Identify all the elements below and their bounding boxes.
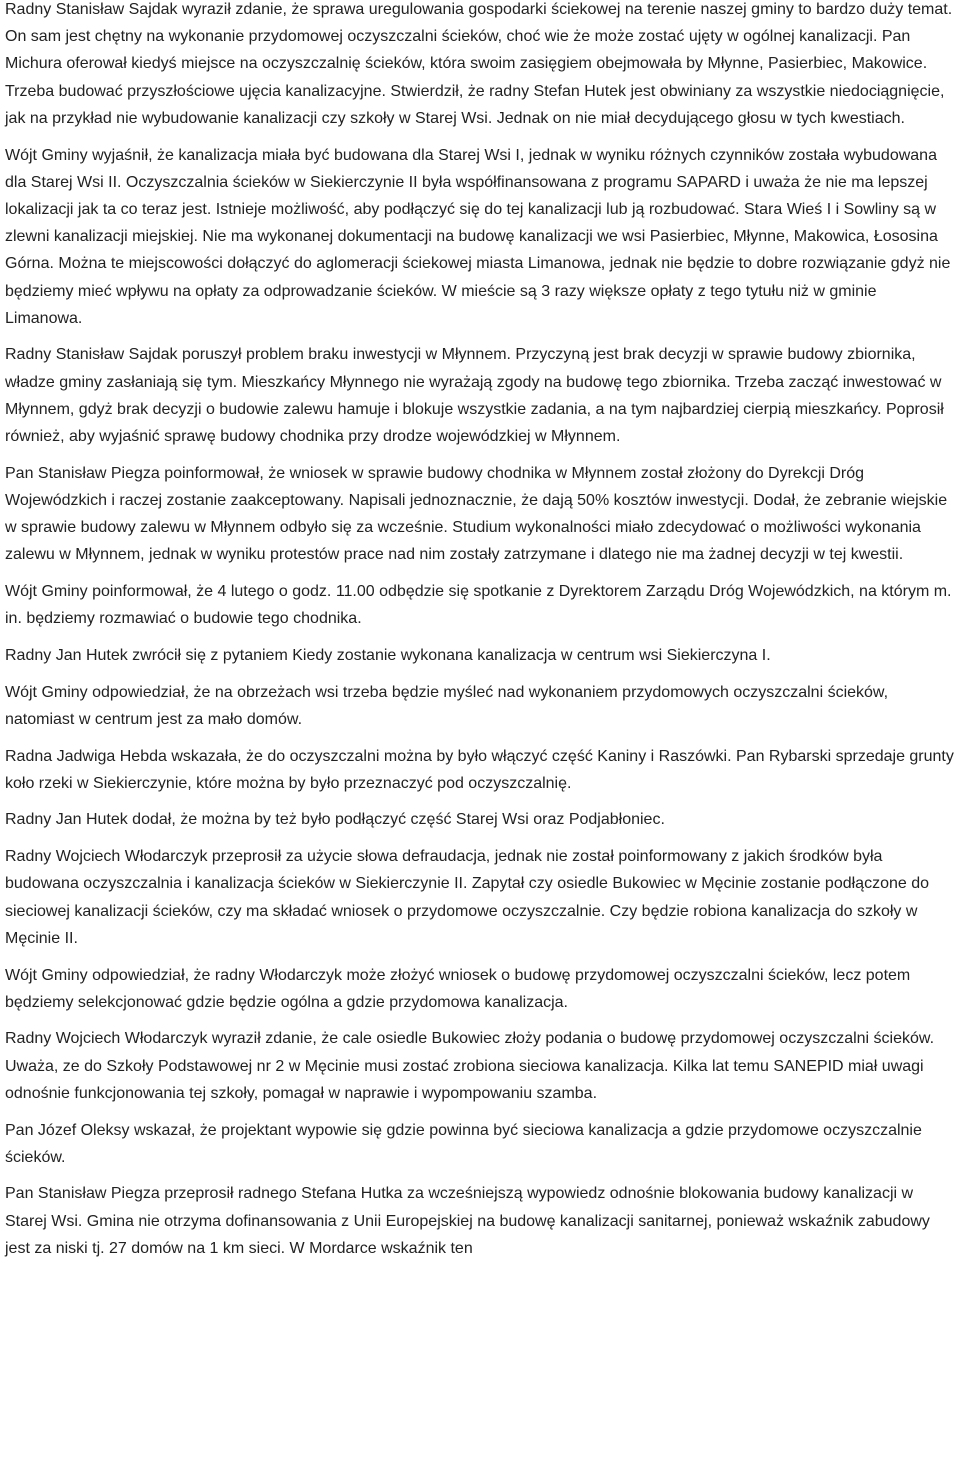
paragraph-hutek-addition: Radny Jan Hutek dodał, że można by też było podłączyć część Starej Wsi oraz Podjabłoniec. bbox=[5, 811, 665, 829]
paragraph-wojt-meeting: Wójt Gminy poinformował, że 4 lutego o godz. 11.00 odbędzie się spotkanie z Dyrektorem Zarządu Dróg Wojewódzkich, na którym m. in. będziemy rozmawiać o budowie tego chodnika. bbox=[5, 583, 952, 628]
paragraph-piegza-apology: Pan Stanisław Piegza przeprosił radnego Stefana Hutka za wcześniejszą wypowiedz odnośnie blokowania budowy kanalizacji w Starej Wsi. Gmina nie otrzyma dofinansowania z Unii Europejskiej na budowę kanalizacji sanitarnej, ponieważ wskaźnik zabudowy jest za niski tj. 27 domów na 1 km sieci. W Mordarce wskaźnik ten bbox=[5, 1185, 930, 1257]
paragraph-sajdak-sewage: Radny Stanisław Sajdak wyraził zdanie, że sprawa uregulowania gospodarki ściekowej na terenie naszej gminy to bardzo duży temat. On sam jest chętny na wykonanie przydomowej oczyszczalni ścieków, choć wie że może zostać ujęty w ogólnej kanalizacji. Pan Michura oferował kiedyś miejsce na oczyszczalnię ścieków, która swoim zasięgiem obejmowała by Młynne, Pasierbiec, Makowice. Trzeba budować przyszłościowe ujęcia kanalizacyjne. Stwierdził, że radny Stefan Hutek jest obwiniany za wszystkie niedociągnięcie, jak na przykład nie wybudowanie kanalizacji czy szkoły w Starej Wsi. Jednak on nie miał decydującego głosu w tych kwestiach. bbox=[5, 1, 953, 127]
paragraph-sajdak-mlynne: Radny Stanisław Sajdak poruszył problem braku inwestycji w Młynnem. Przyczyną jest brak decyzji w sprawie budowy zbiornika, władze gminy zasłaniają się tym. Mieszkańcy Młynnego nie wyrażają zgody na budowę tego zbiornika. Trzeba zacząć inwestować w Młynnem, gdyż brak decyzji o budowie zalewu hamuje i blokuje wszystkie zadania, a na tym najbardziej cierpią mieszkańcy. Poprosił również, aby wyjaśnić sprawę budowy chodnika przy drodze wojewódzkiej w Młynnem. bbox=[5, 346, 944, 446]
paragraph-wojt-answer-wlodarczyk: Wójt Gminy odpowiedział, że radny Włodarczyk może złożyć wniosek o budowę przydomowej oczyszczalni ścieków, lecz potem będziemy selekcjonować gdzie będzie ogólna a gdzie przydomowa kanalizacja. bbox=[5, 966, 911, 1011]
paragraph-wlodarczyk-bukowiec: Radny Wojciech Włodarczyk wyraził zdanie, że cale osiedle Bukowiec złoży podania o budowę przydomowej oczyszczalni ścieków. Uważa, ze do Szkoły Podstawowej nr 2 w Męcinie musi zostać zrobiona sieciowa kanalizacja. Kilka lat temu SANEPID miał uwagi odnośnie funkcjonowania tej szkoły, pomagał w naprawie i wypompowaniu szamba. bbox=[5, 1030, 935, 1102]
paragraph-piegza-sidewalk: Pan Stanisław Piegza poinformował, że wniosek w sprawie budowy chodnika w Młynnem został złożony do Dyrekcji Dróg Wojewódzkich i raczej zostanie zaakceptowany. Napisali jednoznacznie, że dają 50% kosztów inwestycji. Dodał, że zebranie wiejskie w sprawie budowy zalewu w Młynnem odbyło się za wcześnie. Studium wykonalności miało zdecydować o możliwości wykonania zalewu w Młynnem, jednak w wyniku protestów prace nad nim zostały zatrzymane i dlatego nie ma żadnej decyzji w tej kwestii. bbox=[5, 464, 948, 564]
paragraph-hutek-question: Radny Jan Hutek zwrócił się z pytaniem Kiedy zostanie wykonana kanalizacja w centrum wsi Siekierczyna I. bbox=[5, 646, 771, 664]
paragraph-wojt-answer-hutek: Wójt Gminy odpowiedział, że na obrzeżach wsi trzeba będzie myśleć nad wykonaniem przydomowych oczyszczalni ścieków, natomiast w centrum jest za mało domów. bbox=[5, 683, 889, 728]
paragraph-oleksy: Pan Józef Oleksy wskazał, że projektant wypowie się gdzie powinna być sieciowa kanalizacja a gdzie przydomowe oczyszczalnie ścieków. bbox=[5, 1121, 922, 1166]
paragraph-hebda: Radna Jadwiga Hebda wskazała, że do oczyszczalni można by było włączyć część Kaniny i Raszówki. Pan Rybarski sprzedaje grunty koło rzeki w Siekierczynie, które można by było przeznaczyć pod oczyszczalnię. bbox=[5, 747, 954, 792]
document-page bbox=[5, 0, 955, 1272]
paragraph-wlodarczyk-question: Radny Wojciech Włodarczyk przeprosił za użycie słowa defraudacja, jednak nie został poinformowany z jakich środków była budowana oczyszczalnia i kanalizacja ścieków w Siekierczynie II. Zapytał czy osiedle Bukowiec w Męcinie zostanie podłączone do sieciowej kanalizacji ścieków, czy ma składać wniosek o przydomowe oczyszczalnie. Czy będzie robiona kanalizacja do szkoły w Męcinie II. bbox=[5, 848, 930, 947]
paragraph-wojt-sewage-explanation: Wójt Gminy wyjaśnił, że kanalizacja miała być budowana dla Starej Wsi I, jednak w wyniku różnych czynników została wybudowana dla Starej Wsi II. Oczyszczalnia ścieków w Siekierczynie II była współfinansowana z programu SAPARD i uważa że nie ma lepszej lokalizacji jak ta co teraz jest. Istnieje możliwość, aby podłączyć się do tej kanalizacji lub ją rozbudować. Stara Wieś I i Sowliny są w zlewni kanalizacji miejskiej. Nie ma wykonanej dokumentacji na budowę kanalizacji we wsi Pasierbiec, Młynne, Makowica, Łososina Górna. Można te miejscowości dołączyć do aglomeracji ściekowej miasta Limanowa, jednak nie będzie to dobre rozwiązanie gdyż nie będziemy mieć wpływu na opłaty za odprowadzanie ścieków. W mieście są 3 razy większe opłaty z tego tytułu niż w gminie Limanowa. bbox=[5, 146, 951, 327]
